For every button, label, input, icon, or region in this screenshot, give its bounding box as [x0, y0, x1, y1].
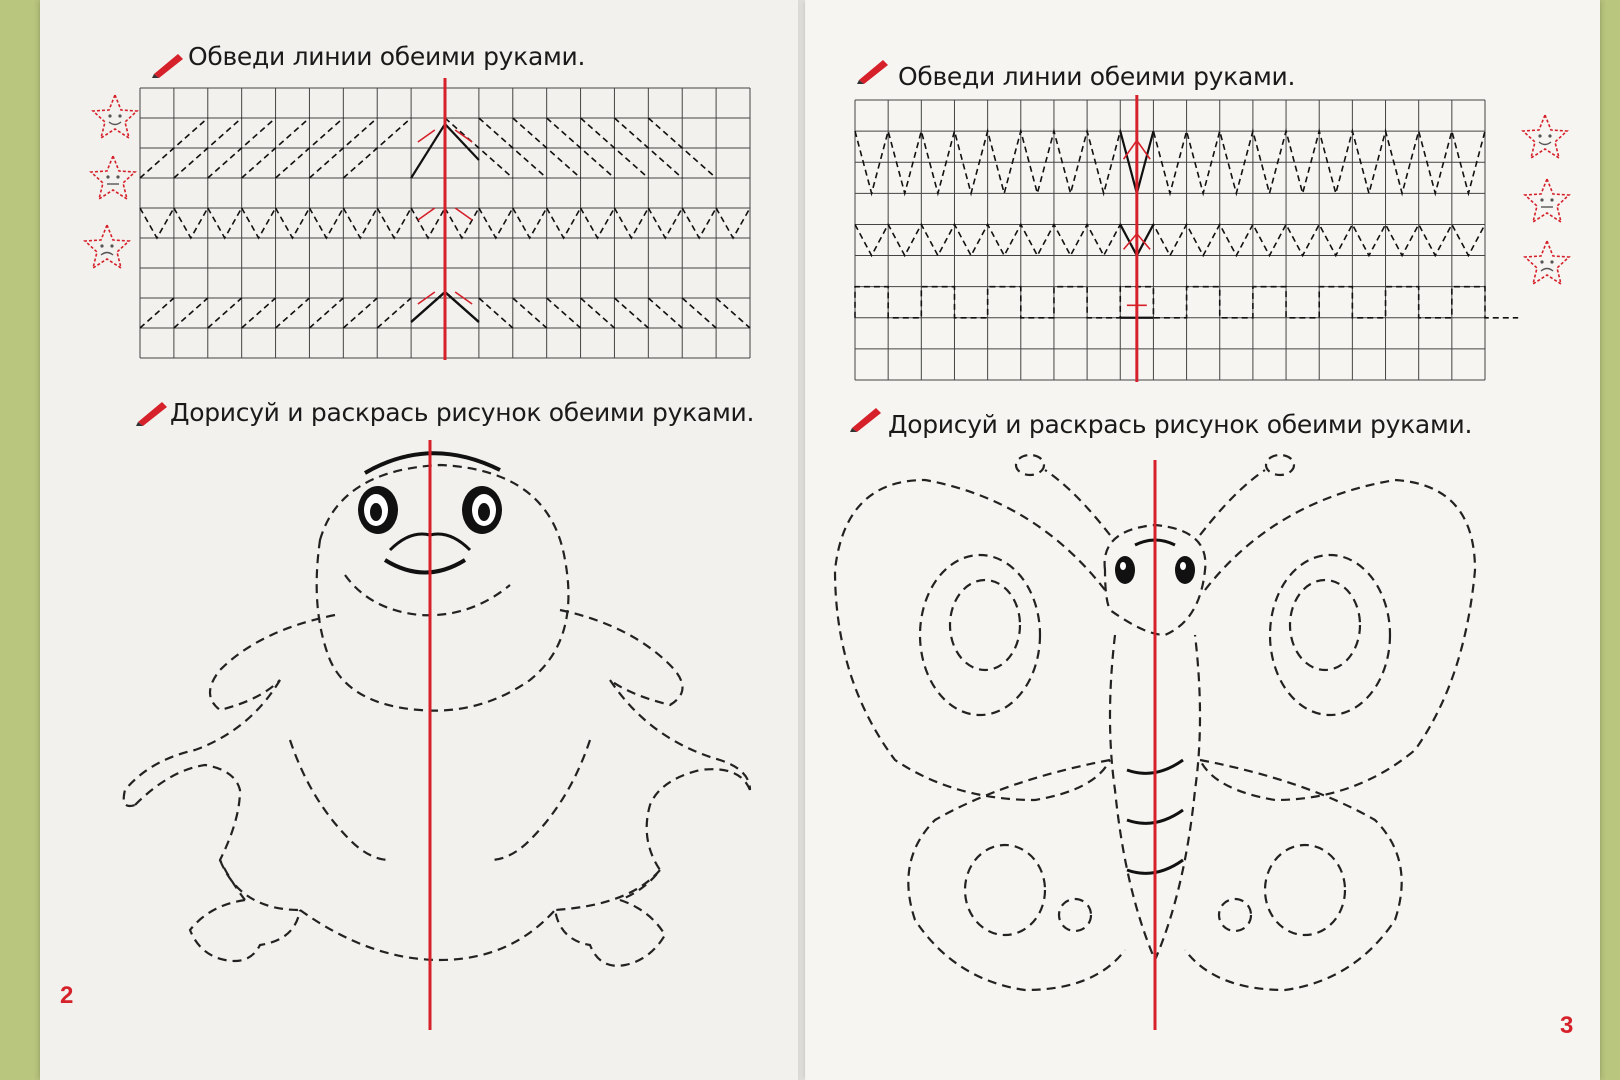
trace-stroke: [309, 208, 343, 238]
pencil-icon: [134, 398, 170, 426]
trace-stroke: [581, 208, 615, 238]
trace-stroke: [648, 208, 682, 238]
trace-stroke: [716, 208, 750, 238]
arrow-icon: [418, 208, 435, 220]
trace-stroke: [309, 298, 343, 328]
trace-stroke: [208, 298, 242, 328]
page-number: 2: [60, 982, 74, 1009]
trace-stroke: [682, 208, 716, 238]
trace-stroke: [479, 298, 513, 328]
pencil-icon: [855, 56, 891, 84]
trace-stroke: [174, 208, 208, 238]
star-neutral-icon: [1522, 176, 1572, 226]
trace-stroke: [242, 208, 276, 238]
guide-stroke: [411, 124, 445, 178]
tracing-grid-zigzags: [855, 100, 1500, 390]
trace-stroke: [276, 208, 310, 238]
task-title-draw-and-color: Дорисуй и раскрась рисунок обеими руками.: [888, 410, 1473, 439]
task-title-draw-and-color: Дорисуй и раскрась рисунок обеими руками.: [170, 398, 755, 427]
trace-stroke: [174, 298, 208, 328]
task-title-trace-lines: Обведи линии обеими руками.: [188, 42, 586, 71]
trace-stroke: [140, 208, 174, 238]
task-title-trace-lines: Обведи линии обеими руками.: [898, 62, 1296, 91]
star-sad-icon: [1522, 238, 1572, 288]
page-number: 3: [1560, 1012, 1574, 1039]
guide-stroke: [445, 124, 479, 160]
trace-stroke: [479, 208, 513, 238]
trace-stroke: [614, 208, 648, 238]
star-happy-icon: [90, 92, 140, 142]
trace-stroke: [547, 208, 581, 238]
trace-stroke: [208, 208, 242, 238]
trace-stroke: [716, 298, 750, 328]
star-neutral-icon: [88, 153, 138, 203]
pencil-icon: [150, 50, 186, 78]
trace-stroke: [343, 298, 377, 328]
trace-stroke: [242, 298, 276, 328]
trace-stroke: [276, 298, 310, 328]
trace-stroke: [140, 298, 174, 328]
trace-stroke: [377, 208, 411, 238]
star-happy-icon: [1520, 112, 1570, 162]
trace-stroke: [682, 298, 716, 328]
book-spine: [798, 0, 812, 1080]
trace-stroke: [648, 298, 682, 328]
trace-stroke: [855, 224, 1485, 255]
trace-stroke: [581, 298, 615, 328]
star-sad-icon: [82, 222, 132, 272]
butterfly-icon: [835, 460, 1525, 1035]
trace-stroke: [513, 208, 547, 238]
arrow-icon: [418, 130, 435, 142]
trace-stroke: [377, 298, 411, 328]
trace-stroke: [547, 298, 581, 328]
pencil-icon: [848, 404, 884, 432]
trace-stroke: [513, 298, 547, 328]
frog-icon: [110, 440, 800, 1040]
trace-stroke: [343, 208, 377, 238]
arrow-icon: [455, 208, 472, 220]
trace-stroke: [614, 298, 648, 328]
tracing-grid-diagonals: [140, 88, 765, 370]
